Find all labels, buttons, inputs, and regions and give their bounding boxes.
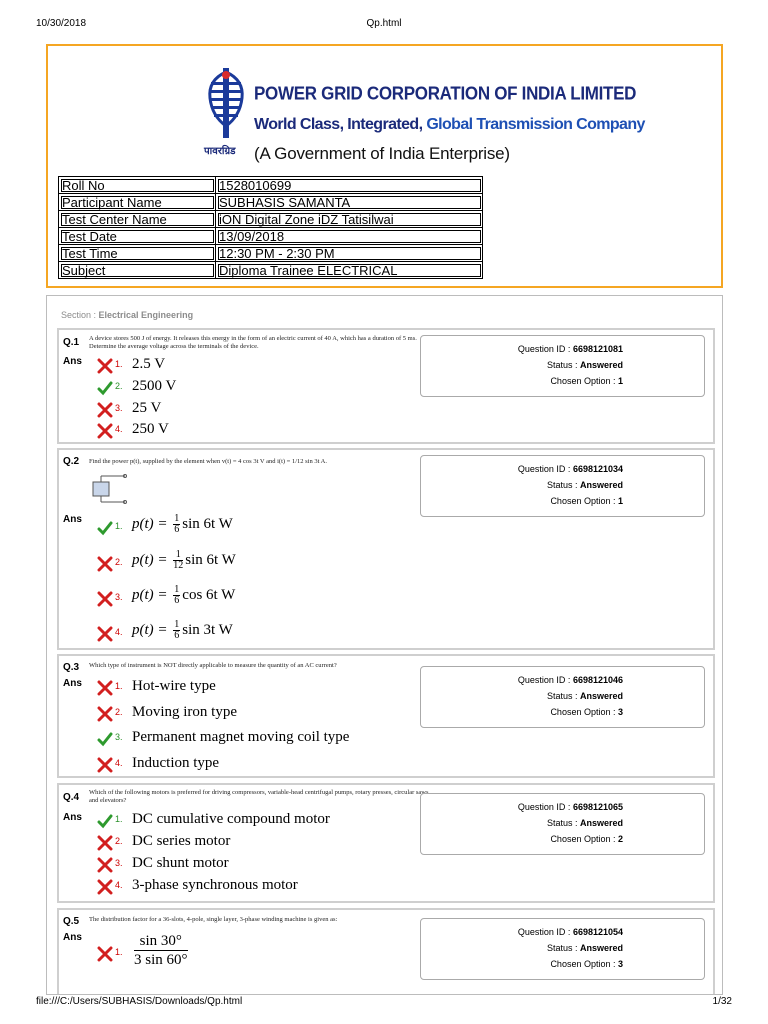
option-number: 1. — [115, 814, 123, 824]
cross-icon — [97, 706, 113, 722]
status-row — [547, 360, 623, 370]
print-title: Qp.html — [366, 18, 402, 29]
option-text: Induction type — [132, 755, 220, 771]
status-value: Answered — [579, 691, 623, 701]
chosen-value: 1 — [617, 496, 623, 506]
fraction-denominator: 3 sin 60° — [134, 952, 188, 968]
chosen-option-row — [550, 376, 623, 386]
question-5 — [57, 908, 715, 995]
question-id-value: 6698121034 — [572, 464, 623, 474]
option-text: 2.5 V — [132, 356, 166, 372]
option-number: 3. — [115, 732, 123, 742]
circuit-element-diagram — [87, 472, 127, 506]
ans-label: Ans — [63, 356, 82, 367]
chosen-value: 3 — [617, 959, 623, 969]
question-3 — [57, 654, 715, 778]
option-number: 2. — [115, 836, 123, 846]
option-number: 2. — [115, 707, 123, 717]
fraction — [173, 550, 183, 571]
fraction-denominator: 6 — [174, 595, 180, 606]
fraction-denominator: 12 — [173, 560, 184, 571]
print-page-number: 1/32 — [712, 996, 732, 1007]
option-number: 2. — [115, 381, 123, 391]
cross-icon — [97, 556, 113, 572]
roll-no-label: Roll No — [59, 177, 216, 194]
question-id-row — [518, 675, 623, 685]
status-label: Status : — [546, 818, 580, 828]
question-id-row — [518, 802, 623, 812]
fraction-numerator: 1 — [174, 619, 180, 630]
question-id-label: Question ID : — [517, 344, 573, 354]
question-text: The distribution factor for a 36-slots, 4-pole, single layer, 3-phase winding machine is given as: — [89, 916, 338, 923]
test-center-value: iON Digital Zone iDZ Tatisilwai — [216, 211, 483, 228]
fraction — [173, 585, 180, 606]
cross-icon — [97, 680, 113, 696]
formula-rhs: sin 6t W — [185, 551, 236, 568]
option-text: DC series motor — [132, 833, 231, 849]
ans-label: Ans — [63, 932, 82, 943]
option-formula — [132, 514, 233, 535]
option-text: 250 V — [132, 421, 169, 437]
question-1 — [57, 328, 715, 444]
question-number: Q.3 — [63, 662, 80, 673]
ans-label: Ans — [63, 812, 82, 823]
status-label: Status : — [546, 943, 580, 953]
status-row — [547, 943, 623, 953]
fraction — [173, 514, 180, 535]
question-id-label: Question ID : — [517, 464, 573, 474]
option-text: 2500 V — [132, 378, 177, 394]
org-title: POWER GRID CORPORATION OF INDIA LIMITED — [254, 83, 637, 104]
test-time-value: 12:30 PM - 2:30 PM — [216, 245, 483, 262]
roll-no-value: 1528010699 — [216, 177, 483, 194]
cross-icon — [97, 423, 113, 439]
cross-icon — [97, 857, 113, 873]
candidate-info-table — [58, 176, 483, 279]
status-value: Answered — [579, 943, 623, 953]
print-date: 10/30/2018 — [36, 18, 87, 29]
question-4 — [57, 783, 715, 903]
chosen-value: 2 — [617, 834, 623, 844]
question-text: Find the power p(t), supplied by the element when v(t) = 4 cos 3t V and i(t) = 1/12 sin 3t A. — [89, 458, 327, 465]
formula-rhs: sin 6t W — [182, 515, 233, 532]
question-section — [46, 295, 723, 995]
chosen-option-row — [550, 707, 623, 717]
option-text: 25 V — [132, 400, 162, 416]
question-id-value: 6698121046 — [572, 675, 623, 685]
fraction — [173, 620, 180, 641]
formula-lhs: p(t) = — [132, 551, 172, 568]
question-text: Which type of instrument is NOT directly applicable to measure the quantity of an AC current? — [89, 662, 337, 669]
status-value: Answered — [579, 480, 623, 490]
org-subtitle: (A Government of India Enterprise) — [254, 144, 510, 163]
question-number: Q.4 — [63, 792, 80, 803]
ans-label: Ans — [63, 514, 82, 525]
status-row — [547, 691, 623, 701]
section-label — [61, 310, 193, 320]
question-id-value: 6698121065 — [572, 802, 623, 812]
org-tagline-highlight: Global Transmission Company — [426, 116, 645, 133]
test-date-value: 13/09/2018 — [216, 228, 483, 245]
option-text: Moving iron type — [132, 704, 237, 720]
cross-icon — [97, 591, 113, 607]
question-id-label: Question ID : — [517, 675, 573, 685]
option-number: 1. — [115, 521, 123, 531]
status-label: Status : — [546, 691, 580, 701]
participant-name-label: Participant Name — [59, 194, 216, 211]
question-2 — [57, 448, 715, 650]
option-formula — [132, 932, 190, 969]
cross-icon — [97, 946, 113, 962]
formula-rhs: cos 6t W — [182, 586, 236, 603]
powergrid-logo — [206, 66, 246, 146]
option-text: Hot-wire type — [132, 678, 216, 694]
formula-rhs: sin 3t W — [182, 621, 233, 638]
org-hindi-name: पावरग्रिड — [204, 146, 236, 157]
cross-icon — [97, 358, 113, 374]
formula-lhs: p(t) = — [132, 621, 172, 638]
cross-icon — [97, 835, 113, 851]
question-status-panel — [420, 335, 705, 397]
question-text: A device stores 500 J of energy. It releases this energy in the form of an electric current of 40 A, which has a duration of 5 ms. Determine the average voltage across the terminals of the device. — [89, 335, 417, 350]
option-number: 4. — [115, 758, 123, 768]
check-icon — [97, 731, 113, 747]
section-prefix: Section : — [61, 310, 99, 320]
chosen-option-row — [550, 496, 623, 506]
option-number: 1. — [115, 947, 123, 957]
table-row — [59, 194, 483, 211]
option-formula — [132, 620, 233, 641]
cross-icon — [97, 402, 113, 418]
option-text: DC cumulative compound motor — [132, 811, 330, 827]
cross-icon — [97, 626, 113, 642]
chosen-option-row — [550, 834, 623, 844]
option-number: 2. — [115, 557, 123, 567]
option-number: 4. — [115, 424, 123, 434]
question-number: Q.5 — [63, 916, 80, 927]
option-formula — [132, 550, 236, 571]
question-status-panel — [420, 918, 705, 980]
question-status-panel — [420, 666, 705, 728]
status-label: Status : — [546, 480, 580, 490]
subject-value: Diploma Trainee ELECTRICAL — [216, 262, 483, 279]
org-tagline — [254, 116, 645, 134]
cross-icon — [97, 757, 113, 773]
table-row — [59, 262, 483, 279]
subject-label: Subject — [59, 262, 216, 279]
question-id-row — [518, 464, 623, 474]
fraction-denominator: 6 — [174, 630, 180, 641]
question-id-row — [518, 927, 623, 937]
option-number: 3. — [115, 592, 123, 602]
option-text: 3-phase synchronous motor — [132, 877, 298, 893]
option-number: 3. — [115, 858, 123, 868]
question-id-row — [518, 344, 623, 354]
check-icon — [97, 380, 113, 396]
chosen-label: Chosen Option : — [550, 376, 618, 386]
question-id-value: 6698121081 — [572, 344, 623, 354]
fraction-numerator: 1 — [173, 550, 183, 561]
question-text: Which of the following motors is preferred for driving compressors, variable-head centrifugal pumps, rotary presses, circular saws and elevators? — [89, 789, 429, 804]
chosen-label: Chosen Option : — [550, 496, 618, 506]
option-text: DC shunt motor — [132, 855, 229, 871]
option-number: 3. — [115, 403, 123, 413]
org-tagline-prefix: World Class, Integrated, — [254, 116, 427, 133]
test-date-label: Test Date — [59, 228, 216, 245]
status-row — [547, 480, 623, 490]
check-icon — [97, 520, 113, 536]
fraction-numerator: 1 — [174, 584, 180, 595]
option-number: 4. — [115, 880, 123, 890]
chosen-value: 3 — [617, 707, 623, 717]
question-id-value: 6698121054 — [572, 927, 623, 937]
option-formula — [132, 585, 235, 606]
table-row — [59, 228, 483, 245]
participant-name-value: SUBHASIS SAMANTA — [216, 194, 483, 211]
formula-lhs: p(t) = — [132, 515, 172, 532]
section-name: Electrical Engineering — [98, 310, 194, 320]
status-row — [547, 818, 623, 828]
chosen-option-row — [550, 959, 623, 969]
ans-label: Ans — [63, 678, 82, 689]
question-status-panel — [420, 455, 705, 517]
option-text: Permanent magnet moving coil type — [132, 729, 350, 745]
fraction-numerator: 1 — [174, 513, 180, 524]
status-value: Answered — [579, 360, 623, 370]
question-number: Q.1 — [63, 337, 80, 348]
question-status-panel — [420, 793, 705, 855]
table-row — [59, 177, 483, 194]
chosen-label: Chosen Option : — [550, 834, 618, 844]
question-id-label: Question ID : — [517, 802, 573, 812]
fraction-numerator: sin 30° — [134, 932, 188, 951]
option-number: 4. — [115, 627, 123, 637]
chosen-label: Chosen Option : — [550, 959, 618, 969]
status-value: Answered — [579, 818, 623, 828]
test-center-label: Test Center Name — [59, 211, 216, 228]
question-id-label: Question ID : — [517, 927, 573, 937]
option-number: 1. — [115, 681, 123, 691]
fraction-denominator: 6 — [174, 524, 180, 535]
question-number: Q.2 — [63, 456, 80, 467]
cross-icon — [97, 879, 113, 895]
formula-lhs: p(t) = — [132, 586, 172, 603]
table-row — [59, 211, 483, 228]
chosen-value: 1 — [617, 376, 623, 386]
status-label: Status : — [546, 360, 580, 370]
check-icon — [97, 813, 113, 829]
option-number: 1. — [115, 359, 123, 369]
test-time-label: Test Time — [59, 245, 216, 262]
print-path: file:///C:/Users/SUBHASIS/Downloads/Qp.html — [36, 996, 243, 1007]
fraction — [134, 932, 188, 969]
chosen-label: Chosen Option : — [550, 707, 618, 717]
candidate-header — [46, 44, 723, 288]
table-row — [59, 245, 483, 262]
